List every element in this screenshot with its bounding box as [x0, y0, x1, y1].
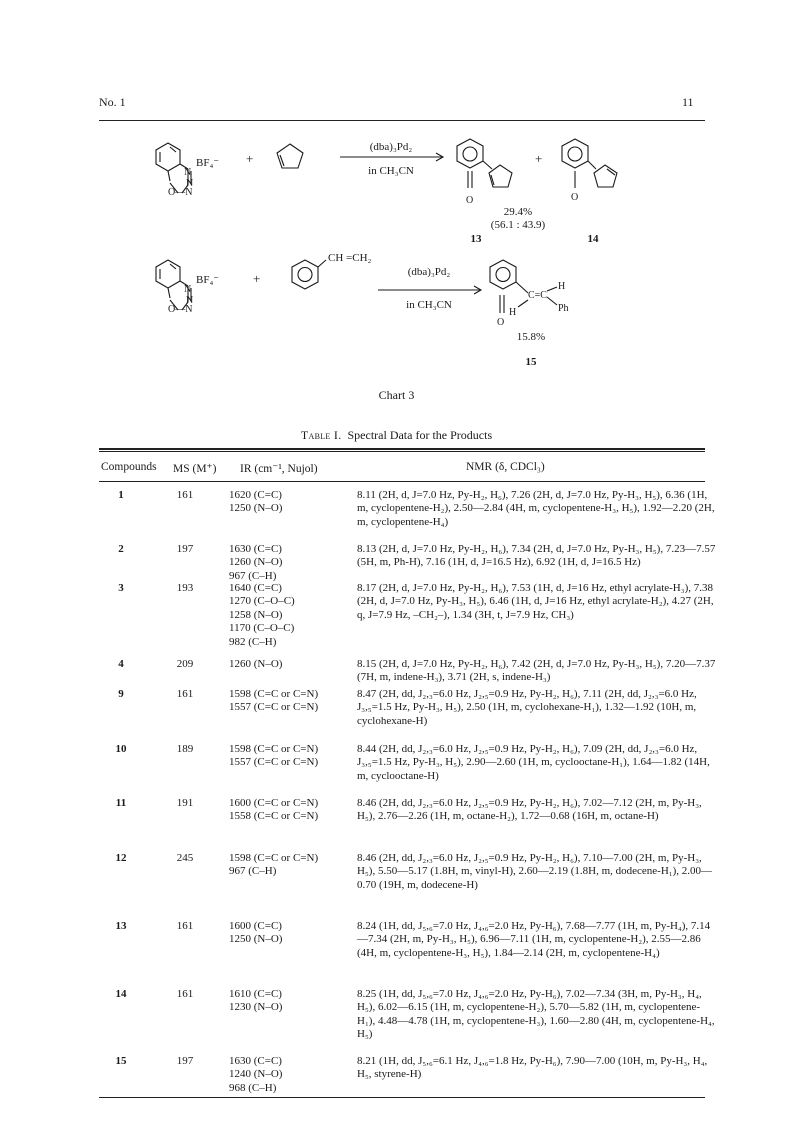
scheme2-solvent: in CH₃CN [406, 299, 452, 311]
product-15-alkene-label: C=C [528, 290, 547, 301]
scheme2-n-label-b: N [186, 295, 194, 306]
table-row-ir: 1610 (C=C) 1230 (N–O) [229, 988, 283, 1014]
table-top-rule [99, 448, 705, 450]
scheme1-reagent: (dba)₃Pd₂ [369, 141, 413, 153]
table-row-ms: 245 [176, 852, 194, 864]
table-row-compound: 11 [115, 797, 127, 809]
table-row-nmr: 8.24 (1H, dd, J₅,₆=7.0 Hz, J₄,₆=2.0 Hz, Py-H₆), 7.68—7.77 (1H, m, Py-H₄), 7.14—7.34 (2H, m, Py-H₃, H₅), 6.96—7.11 (1H, m, cyclopentene-H₂), 2.55—2.86 (4H, m, cyclopentene-H₃, H₅), 1.84—2.14 (2H, m, cyclopentene-H₄) [357, 920, 711, 959]
table-bottom-rule [99, 1097, 705, 1098]
header-ir: IR (cm⁻¹, Nujol) [240, 463, 318, 475]
compound-14-label: 14 [587, 233, 599, 245]
scheme1-yield: 29.4% [503, 206, 533, 218]
table-caption [0, 428, 793, 443]
table-row-compound: 2 [118, 543, 124, 555]
chart-caption: Chart 3 [378, 388, 415, 402]
table-row-ms: 197 [176, 543, 194, 555]
table-row-ir: 1600 (C=C or C=N) 1558 (C=C or C=N) [229, 797, 319, 823]
cyclopentene-reagent [277, 144, 303, 168]
table-header-rule [99, 481, 705, 482]
scheme2-vinyl-label: CH =CH₂ [328, 252, 372, 264]
scheme1-plus-2: + [535, 151, 543, 166]
product-15-o-label: O [497, 317, 505, 328]
scheme1-n-label-b: N [186, 178, 194, 189]
table-row-ir: 1630 (C=C) 1260 (N–O) 967 (C–H) [229, 543, 283, 582]
table-row-compound: 3 [118, 582, 124, 594]
product-14-structure [562, 139, 617, 188]
table-row-ms: 197 [176, 1055, 194, 1067]
table-row-nmr: 8.21 (1H, dd, J₅,₆=6.1 Hz, J₄,₆=1.8 Hz, Py-H₆), 7.90—7.00 (10H, m, Py-H₃, H₄, H₅, styrene-H) [357, 1055, 708, 1081]
styrene-reagent [292, 260, 326, 289]
scheme1-plus-1: + [246, 151, 254, 166]
table-row-ms: 161 [176, 920, 194, 932]
header-ms: MS (M⁺) [173, 463, 217, 475]
product-15-h-label-b: H [509, 307, 517, 318]
table-row-nmr: 8.15 (2H, d, J=7.0 Hz, Py-H₂, H₆), 7.42 (2H, d, J=7.0 Hz, Py-H₃, H₅), 7.20—7.37 (7H, m, indene-H₃), 3.71 (2H, s, indene-H₃) [357, 658, 716, 684]
table-row-ms: 161 [176, 988, 194, 1000]
page-number: 11 [682, 95, 694, 109]
table-row-nmr: 8.13 (2H, d, J=7.0 Hz, Py-H₂, H₆), 7.34 (2H, d, J=7.0 Hz, Py-H₃, H₅), 7.23—7.57 (5H, m, Ph-H), 7.16 (1H, d, J=16.5 Hz), 6.92 (1H, d, J=16.5 Hz) [357, 543, 716, 569]
table-title: Spectral Data for the Products [347, 428, 493, 442]
table-row-ir: 1598 (C=C or C=N) 967 (C–H) [229, 852, 319, 878]
table-row-nmr: 8.17 (2H, d, J=7.0 Hz, Py-H₂, H₆), 7.53 (1H, d, J=16 Hz, ethyl acrylate-H₃), 7.38 (2H, d, J=7.0 Hz, Py-H₃, H₅), 6.46 (1H, d, J=16 Hz, ethyl acrylate-H₂), 4.27 (2H, q, J=7.9 Hz, –CH₂–), 1.34 (3H, t, J=7.9 Hz, CH₃) [357, 582, 714, 621]
table-row-nmr: 8.46 (2H, dd, J₂,₃=6.0 Hz, J₂,₅=0.9 Hz, Py-H₂, H₆), 7.10—7.00 (2H, m, Py-H₃, H₅), 5.50—5.17 (1.8H, m, vinyl-H), 2.60—2.19 (1.8H, m, dodecene-H₁), 2.00—0.70 (19H, m, dodecene-H) [357, 852, 713, 891]
running-header-issue: No. 1 [99, 95, 126, 109]
scheme2-o-label-ring: O—N [168, 304, 193, 315]
table-row-ir: 1598 (C=C or C=N) 1557 (C=C or C=N) [229, 743, 319, 769]
table-row-compound: 10 [115, 743, 127, 755]
scheme2-plus-1: + [253, 271, 261, 286]
scheme2-yield: 15.8% [516, 331, 546, 343]
table-row-compound: 4 [118, 658, 124, 670]
table-row-compound: 9 [118, 688, 124, 700]
table-row-ir: 1630 (C=C) 1240 (N–O) 968 (C–H) [229, 1055, 283, 1094]
scheme1-salt-label: BF₄⁻ [196, 157, 220, 169]
table-row-ir: 1600 (C=C) 1250 (N–O) [229, 920, 283, 946]
header-nmr: NMR (δ, CDCl₃) [466, 461, 545, 473]
header-rule [99, 120, 705, 121]
scheme2-salt-label: BF₄⁻ [196, 274, 220, 286]
reaction-scheme [0, 125, 793, 385]
product-15-ph-label: Ph [558, 303, 569, 314]
product-13-o-label: O [466, 195, 474, 206]
compound-13-label: 13 [470, 233, 482, 245]
scheme1-solvent: in CH₃CN [368, 165, 414, 177]
scheme2-reagent: (dba)₃Pd₂ [407, 266, 451, 278]
product-13-structure [457, 139, 512, 188]
table-row-ms: 161 [176, 688, 194, 700]
header-compounds: Compounds [101, 461, 157, 473]
table-row-ir: 1640 (C=C) 1270 (C–O–C) 1258 (N–O) 1170 (C–O–C) 982 (C–H) [229, 582, 295, 648]
table-row-compound: 14 [115, 988, 127, 1000]
table-row-nmr: 8.11 (2H, d, J=7.0 Hz, Py-H₂, H₆), 7.26 (2H, d, J=7.0 Hz, Py-H₃, H₅), 6.36 (1H, m, cyclopentene-H₂), 2.50—2.84 (4H, m, cyclopentene-H₃, H₅), 1.92—2.20 (2H, m, cyclopentene-H₄) [357, 489, 715, 528]
table-row-ir: 1260 (N–O) [229, 658, 283, 670]
scheme1-o-label-ring: O—N [168, 187, 193, 198]
table-row-nmr: 8.46 (2H, dd, J₂,₃=6.0 Hz, J₂,₅=0.9 Hz, Py-H₂, H₆), 7.02—7.12 (2H, m, Py-H₃, H₅), 2.76—2.26 (1H, m, octane-H₂), 1.72—0.68 (16H, m, octane-H) [357, 797, 702, 823]
table-row-nmr: 8.47 (2H, dd, J₂,₃=6.0 Hz, J₂,₅=0.9 Hz, Py-H₂, H₆), 7.11 (2H, dd, J₂,₃=6.0 Hz, J₃,₅=1.5 Hz, Py-H₃, H₅), 2.50 (1H, m, cyclohexane-H₁), 1.32—1.92 (10H, m, cyclohexane-H) [357, 688, 697, 727]
table-row-ir: 1598 (C=C or C=N) 1557 (C=C or C=N) [229, 688, 319, 714]
scheme1-ratio: (56.1 : 43.9) [490, 219, 546, 231]
table-row-compound: 12 [115, 852, 127, 864]
table-row-ms: 191 [176, 797, 194, 809]
table-row-compound: 1 [118, 489, 124, 501]
table-row-ir: 1620 (C=C) 1250 (N–O) [229, 489, 283, 515]
table-row-ms: 193 [176, 582, 194, 594]
compound-15-label: 15 [525, 356, 537, 368]
table-label: Table I. [300, 428, 342, 442]
scheme2-n-label-a: N [184, 284, 192, 295]
scheme1-n-label-a: N [184, 167, 192, 178]
table-top-rule-thin [99, 451, 705, 452]
product-14-o-label: O [571, 192, 579, 203]
table-row-ms: 209 [176, 658, 194, 670]
table-row-ms: 189 [176, 743, 194, 755]
table-row-compound: 13 [115, 920, 127, 932]
product-15-structure [490, 260, 557, 313]
table-row-nmr: 8.44 (2H, dd, J₂,₃=6.0 Hz, J₂,₅=0.9 Hz, Py-H₂, H₆), 7.09 (2H, dd, J₂,₃=6.0 Hz, J₃,₅=1.5 Hz, Py-H₃, H₅), 2.90—2.60 (1H, m, cyclooctane-H₁), 1.64—1.82 (14H, m, cyclooctane-H) [357, 743, 710, 782]
table-row-ms: 161 [176, 489, 194, 501]
product-15-h-label-a: H [558, 281, 566, 292]
table-row-compound: 15 [115, 1055, 127, 1067]
table-row-nmr: 8.25 (1H, dd, J₅,₆=7.0 Hz, J₄,₆=2.0 Hz, Py-H₆), 7.02—7.34 (3H, m, Py-H₃, H₄, H₅), 6.02—6.15 (1H, m, cyclopentene-H₂), 5.70—5.82 (1H, m, cyclopentene-H₁), 4.48—4.78 (1H, m, cyclopentene-H₃), 1.60—2.80 (4H, m, cyclopentene-H₄, H₅) [357, 988, 715, 1041]
